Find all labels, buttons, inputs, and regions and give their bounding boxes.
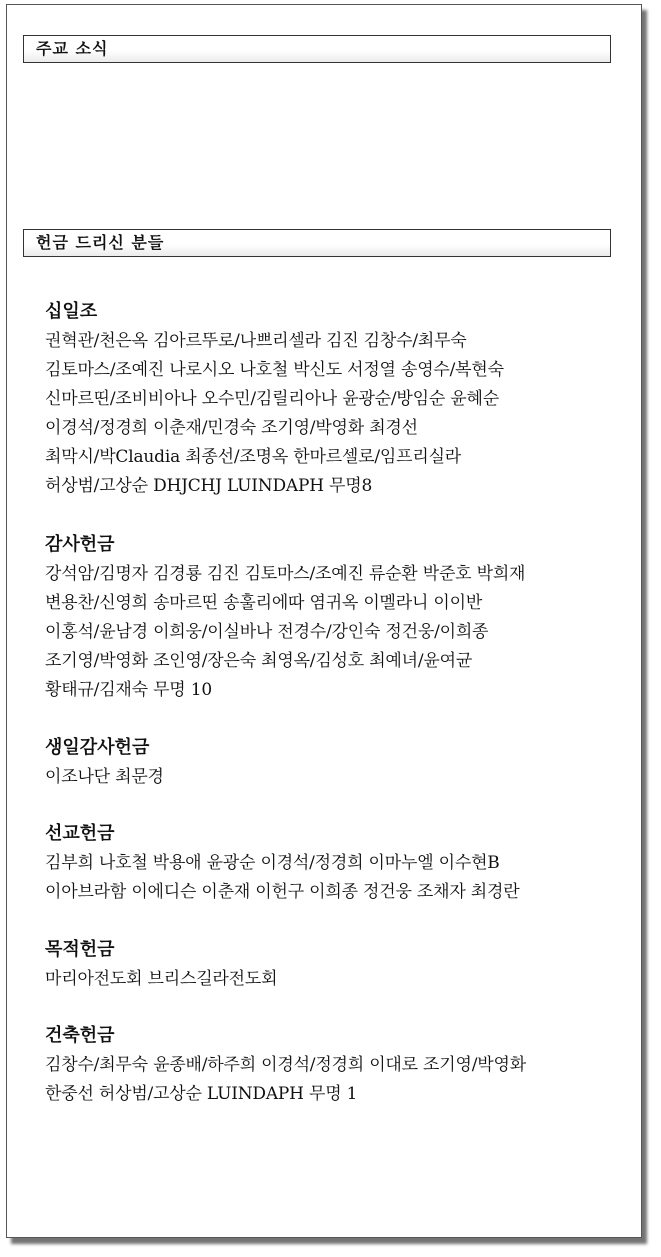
tithe-line: 최막시/박Claudia 최종선/조명옥 한마르셀로/임프리실라	[45, 447, 462, 467]
mission-line: 이아브라함 이에디슨 이춘재 이헌구 이희종 정건웅 조채자 최경란	[45, 882, 520, 902]
thanksgiving-section	[45, 532, 625, 705]
offering-donors-header: 헌금 드리신 분들	[23, 229, 611, 257]
designated-section	[45, 937, 625, 994]
building-title: 건축헌금	[45, 1025, 115, 1046]
mission-section	[45, 821, 625, 907]
building-line: 한중선 허상범/고상순 LUINDAPH 무명 1	[45, 1084, 358, 1104]
thanksgiving-line: 강석암/김명자 김경룡 김진 김토마스/조예진 류순환 박준호 박희재	[45, 564, 526, 584]
tithe-line: 허상범/고상순 DHJCHJ LUINDAPH 무명8	[45, 476, 373, 496]
designated-title: 목적헌금	[45, 939, 115, 960]
thanksgiving-line: 황태규/김재숙 무명 10	[45, 680, 212, 700]
mission-line: 김부희 나호철 박용애 윤광순 이경석/정경희 이마누엘 이수현B	[45, 853, 500, 873]
birthday-thanksgiving-line: 이조나단 최문경	[45, 767, 164, 787]
mission-title: 선교헌금	[45, 823, 115, 844]
thanksgiving-line: 조기영/박영화 조인영/장은숙 최영옥/김성호 최예녀/윤여균	[45, 651, 473, 671]
designated-line: 마리아전도회 브리스길라전도회	[45, 969, 278, 989]
tithe-line: 이경석/정경희 이춘재/민경숙 조기영/박영화 최경선	[45, 418, 418, 438]
birthday-thanksgiving-section	[45, 735, 625, 792]
building-line: 김창수/최무숙 윤종배/하주희 이경석/정경희 이대로 조기영/박영화	[45, 1055, 526, 1075]
thanksgiving-line: 변용찬/신영희 송마르띤 송훌리에따 염귀옥 이멜라니 이이반	[45, 593, 483, 613]
tithe-line: 권혁관/천은옥 김아르뚜로/나쁘리셀라 김진 김창수/최무숙	[45, 331, 467, 351]
birthday-thanksgiving-title: 생일감사헌금	[45, 737, 150, 758]
bulletin-page	[6, 4, 642, 1238]
thanksgiving-title: 감사헌금	[45, 534, 115, 555]
tithe-line: 김토마스/조예진 나로시오 나호철 박신도 서정열 송영수/복현숙	[45, 360, 504, 380]
tithe-section	[45, 299, 625, 501]
thanksgiving-line: 이홍석/윤남경 이희웅/이실바나 전경수/강인숙 정건웅/이희종	[45, 622, 489, 642]
tithe-line: 신마르띤/조비비아나 오수민/김릴리아나 윤광순/방임순 윤혜순	[45, 389, 499, 409]
church-news-header: 주교 소식	[23, 35, 611, 63]
tithe-title: 십일조	[45, 301, 98, 322]
building-section	[45, 1023, 625, 1109]
